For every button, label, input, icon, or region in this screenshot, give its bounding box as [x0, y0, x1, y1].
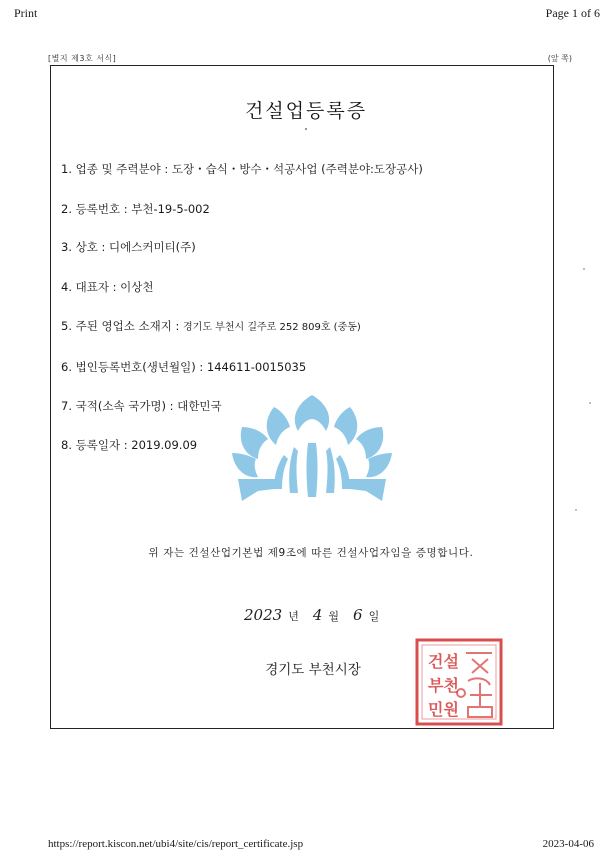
scan-speck: [583, 268, 585, 270]
print-header-title: Print: [14, 6, 38, 20]
seal-text-line-2: 부천: [428, 676, 459, 695]
field-business-type: 1. 업종 및 주력분야 : 도장・습식・방수・석공사업 (주력분야:도장공사): [61, 162, 423, 176]
field-representative: 4. 대표자 : 이상천: [61, 280, 154, 294]
footer-url: https://report.kiscon.net/ubi4/site/cis/report_certificate.jsp: [48, 838, 304, 850]
day-unit: 일: [368, 610, 380, 623]
page-indicator: Page 1 of 6: [545, 6, 600, 20]
footer-date: 2023-04-06: [542, 838, 594, 850]
issuer-name: 경기도 부천시장: [265, 662, 361, 678]
field-company-name: 3. 상호 : 디에스커미티(주): [61, 240, 196, 254]
issue-month: 4: [312, 606, 323, 624]
certification-statement: 위 자는 건설산업기본법 제9조에 따른 건설사업자임을 증명합니다.: [148, 547, 474, 559]
seal-text-line-3: 민원: [428, 700, 459, 719]
scan-speck: [575, 509, 577, 511]
field-registration-number: 2. 등록번호 : 부천-19-5-002: [61, 202, 210, 216]
issue-day: 6: [353, 606, 363, 624]
decorative-dot: [305, 128, 307, 130]
scan-speck: [589, 402, 591, 404]
field-corporate-number: 6. 법인등록번호(생년월일) : 144611-0015035: [61, 360, 307, 374]
form-number: [별지 제3호 서식]: [48, 54, 117, 63]
year-unit: 년: [288, 610, 299, 623]
issue-date: [244, 606, 393, 624]
certificate-title: 건설업등록증: [244, 100, 368, 122]
field-business-address-value: 경기도 부천시 길주로 252 809호 (중동): [183, 322, 361, 333]
month-unit: 월: [328, 610, 340, 623]
field-business-address: [61, 318, 361, 334]
seal-text-line-1: 건설: [428, 652, 459, 671]
field-business-address-label: 5. 주된 영업소 소재지 :: [61, 319, 180, 333]
field-nationality: 7. 국적(소속 국가명) : 대한민국: [61, 399, 222, 413]
issue-year: 2023: [244, 606, 283, 624]
official-seal-stamp: [414, 637, 504, 727]
page-side-label: (앞 쪽): [547, 54, 572, 63]
bucheon-city-emblem: [228, 393, 396, 513]
field-registration-date: 8. 등록일자 : 2019.09.09: [61, 438, 198, 452]
